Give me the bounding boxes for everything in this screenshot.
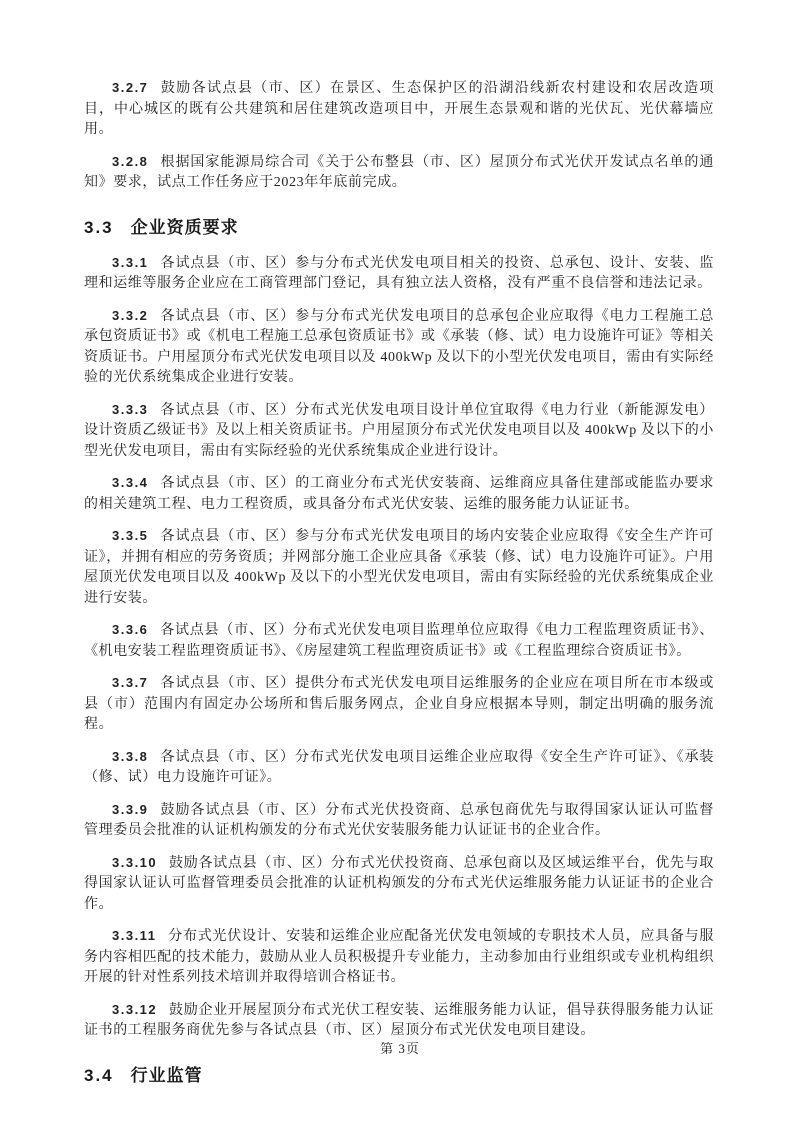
clause-text: 各试点县（市、区）的工商业分布式光伏安装商、运维商应具备住建部或能监办要求的相关建筑工程、电力工程资质，或具备分布式光伏安装、运维的服务能力认证证书。 bbox=[84, 476, 714, 512]
clause-number: 3.3.6 bbox=[112, 622, 149, 637]
clause-number: 3.3.11 bbox=[112, 928, 157, 943]
clause-number: 3.3.3 bbox=[112, 401, 149, 417]
heading-title: 企业资质要求 bbox=[130, 217, 239, 237]
paragraph-3-3-12 bbox=[84, 1000, 714, 1042]
clause-number: 3.3.4 bbox=[112, 475, 149, 490]
clause-number: 3.3.1 bbox=[112, 254, 149, 270]
clause-text: 鼓励各试点县（市、区）在景区、生态保护区的沿湖沿线新农村建设和农居改造项目，中心城区的既有公共建筑和居住建筑改造项目中，开展生态景观和谐的光伏瓦、光伏幕墙应用。 bbox=[84, 81, 714, 137]
clause-number: 3.3.12 bbox=[112, 1001, 158, 1017]
clause-text: 各试点县（市、区）参与分布式光伏发电项目的场内安装企业应取得《安全生产许可证》，并拥有相应的劳务资质；并网部分施工企业应具备《承装（修、试）电力设施许可证》。户用屋顶光伏发电项目以及 400kWp 及以下的小型光伏发电项目，需由有实际经验的光伏系统集成企业进行安装。 bbox=[84, 529, 714, 606]
paragraph-3-2-7 bbox=[84, 78, 714, 141]
clause-text: 各试点县（市、区）参与分布式光伏发电项目的总承包企业应取得《电力工程施工总承包资质证书》或《机电工程施工总承包资质证书》或《承装（修、试）电力设施许可证》等相关资质证书。户用屋顶分布式光伏发电项目以及 400kWp 及以下的小型光伏发电项目，需由有实际经验的光伏系统集成企业进行安装。 bbox=[84, 308, 714, 385]
clause-text: 鼓励企业开展屋顶分布式光伏工程安装、运维服务能力认证，倡导获得服务能力认证证书的工程服务商优先参与各试点县（市、区）屋顶分布式光伏发电项目建设。 bbox=[84, 1002, 714, 1038]
paragraph-3-3-4 bbox=[84, 473, 714, 515]
section-heading-3-3 bbox=[84, 216, 714, 240]
document-body bbox=[84, 78, 714, 1101]
paragraph-3-3-3 bbox=[84, 400, 714, 463]
clause-text: 各试点县（市、区）分布式光伏发电项目设计单位宜取得《电力行业（新能源发电）设计资质乙级证书》及以上相关资质证书。户用屋顶分布式光伏发电项目以及 400kWp 及以下的小型光伏发电项目，需由有实际经验的光伏系统集成企业进行设计。 bbox=[84, 402, 714, 459]
paragraph-3-3-6 bbox=[84, 620, 714, 662]
clause-number: 3.3.9 bbox=[112, 801, 149, 817]
clause-number: 3.2.7 bbox=[112, 80, 149, 95]
clause-text: 鼓励各试点县（市、区）分布式光伏投资商、总承包商优先与取得国家认证认可监督管理委员会批准的认证机构颁发的分布式光伏安装服务能力认证证书的企业合作。 bbox=[84, 802, 714, 838]
clause-number: 3.3.5 bbox=[112, 528, 149, 543]
clause-number: 3.3.2 bbox=[112, 307, 149, 323]
clause-number: 3.2.8 bbox=[112, 153, 149, 169]
clause-text: 各试点县（市、区）分布式光伏发电项目运维企业应取得《安全生产许可证》、《承装（修、试）电力设施许可证》。 bbox=[84, 749, 714, 785]
paragraph-3-3-7 bbox=[84, 673, 714, 736]
clause-text: 分布式光伏设计、安装和运维企业应配备光伏发电领域的专职技术人员，应具备与服务内容相匹配的技术能力，鼓励从业人员积极提升专业能力，主动参加由行业组织或专业机构组织开展的针对性系列技术培训并取得培训合格证书。 bbox=[84, 929, 714, 985]
paragraph-3-3-1 bbox=[84, 253, 714, 295]
section-heading-3-4 bbox=[84, 1064, 714, 1088]
clause-text: 各试点县（市、区）提供分布式光伏发电项目运维服务的企业应在项目所在市本级或县（市）范围内有固定办公场所和售后服务网点，企业自身应根据本导则，制定出明确的服务流程。 bbox=[84, 676, 714, 732]
page-number: 第 3页 bbox=[380, 1041, 420, 1056]
paragraph-3-3-5 bbox=[84, 526, 714, 609]
heading-number: 3.3 bbox=[84, 217, 114, 237]
paragraph-3-2-8 bbox=[84, 152, 714, 194]
clause-text: 根据国家能源局综合司《关于公布整县（市、区）屋顶分布式光伏开发试点名单的通知》要求，试点工作任务应于2023年年底前完成。 bbox=[84, 154, 714, 190]
paragraph-3-3-9 bbox=[84, 800, 714, 842]
clause-text: 各试点县（市、区）参与分布式光伏发电项目相关的投资、总承包、设计、安装、监理和运维等服务企业应在工商管理部门登记，具有独立法人资格，没有严重不良信誉和违法记录。 bbox=[84, 255, 714, 291]
paragraph-3-3-2 bbox=[84, 306, 714, 389]
paragraph-3-3-10 bbox=[84, 853, 714, 916]
clause-text: 鼓励各试点县（市、区）分布式光伏投资商、总承包商以及区域运维平台，优先与取得国家认证认可监督管理委员会批准的认证机构颁发的分布式光伏运维服务能力认证证书的企业合作。 bbox=[84, 855, 714, 912]
paragraph-3-3-11 bbox=[84, 926, 714, 989]
clause-number: 3.3.10 bbox=[112, 854, 158, 870]
heading-number: 3.4 bbox=[84, 1065, 114, 1085]
clause-number: 3.3.7 bbox=[112, 675, 149, 690]
paragraph-3-3-8 bbox=[84, 747, 714, 789]
clause-number: 3.3.8 bbox=[112, 748, 149, 764]
clause-text: 各试点县（市、区）分布式光伏发电项目监理单位应取得《电力工程监理资质证书》、《机电安装工程监理资质证书》、《房屋建筑工程监理资质证书》或《工程监理综合资质证书》。 bbox=[84, 623, 714, 659]
heading-title: 行业监管 bbox=[130, 1065, 203, 1085]
